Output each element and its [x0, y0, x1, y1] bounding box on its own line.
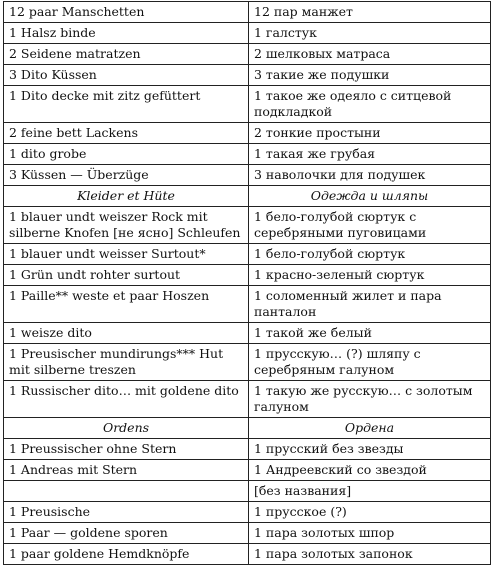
russian-cell: 1 такой же белый: [249, 323, 491, 344]
russian-cell: 1 прусский без звезды: [249, 439, 491, 460]
russian-cell: 1 Андреевский со звездой: [249, 460, 491, 481]
section-title-german: Kleider et Hüte: [4, 186, 249, 207]
russian-cell: [без названия]: [249, 481, 491, 502]
german-cell: 1 blauer undt weiszer Rock mit silberne Knofen [не ясно] Schleufen: [4, 207, 249, 244]
german-cell: 1 Russischer dito… mit goldene dito: [4, 381, 249, 418]
inventory-table-body: [4, 2, 491, 565]
german-cell: 1 Halsz binde: [4, 23, 249, 44]
section-header-row: [4, 418, 491, 439]
inventory-table: [3, 1, 491, 565]
table-row: [4, 502, 491, 523]
table-row: [4, 481, 491, 502]
russian-cell: 3 такие же подушки: [249, 65, 491, 86]
german-cell: 2 Seidene matratzen: [4, 44, 249, 65]
table-row: [4, 544, 491, 565]
german-cell: 1 blauer undt weisser Surtout*: [4, 244, 249, 265]
table-row: [4, 244, 491, 265]
german-cell: 3 Küssen — Überzüge: [4, 165, 249, 186]
table-row: [4, 144, 491, 165]
russian-cell: 1 такую же русскую… с золотым галуном: [249, 381, 491, 418]
russian-cell: 3 наволочки для подушек: [249, 165, 491, 186]
russian-cell: 2 тонкие простыни: [249, 123, 491, 144]
table-row: [4, 286, 491, 323]
russian-cell: 12 пар манжет: [249, 2, 491, 23]
german-cell: 1 Grün undt rohter surtout: [4, 265, 249, 286]
russian-cell: 1 бело-голубой сюртук с серебряными пуговицами: [249, 207, 491, 244]
russian-cell: 1 соломенный жилет и пара панталон: [249, 286, 491, 323]
table-row: [4, 65, 491, 86]
table-row: [4, 207, 491, 244]
russian-cell: 1 прусскую… (?) шляпу с серебряным галуном: [249, 344, 491, 381]
table-row: [4, 439, 491, 460]
german-cell: 1 Paar — goldene sporen: [4, 523, 249, 544]
russian-cell: 1 пара золотых шпор: [249, 523, 491, 544]
german-cell: [4, 481, 249, 502]
section-title-german: Ordens: [4, 418, 249, 439]
russian-cell: 1 красно-зеленый сюртук: [249, 265, 491, 286]
section-header-row: [4, 186, 491, 207]
table-row: [4, 344, 491, 381]
table-row: [4, 86, 491, 123]
german-cell: 1 Preusischer mundirungs*** Hut mit silberne treszen: [4, 344, 249, 381]
russian-cell: 1 прусское (?): [249, 502, 491, 523]
russian-cell: 2 шелковых матраса: [249, 44, 491, 65]
german-cell: 1 Preusische: [4, 502, 249, 523]
table-row: [4, 44, 491, 65]
german-cell: 1 Dito decke mit zitz gefüttert: [4, 86, 249, 123]
russian-cell: 1 такое же одеяло с ситцевой подкладкой: [249, 86, 491, 123]
russian-cell: 1 бело-голубой сюртук: [249, 244, 491, 265]
table-row: [4, 381, 491, 418]
section-title-russian: Одежда и шляпы: [249, 186, 491, 207]
russian-cell: 1 галстук: [249, 23, 491, 44]
table-row: [4, 23, 491, 44]
german-cell: 1 Andreas mit Stern: [4, 460, 249, 481]
german-cell: 1 Paille** weste et paar Hoszen: [4, 286, 249, 323]
section-title-russian: Ордена: [249, 418, 491, 439]
german-cell: 1 paar goldene Hemdknöpfe: [4, 544, 249, 565]
table-row: [4, 165, 491, 186]
german-cell: 3 Dito Küssen: [4, 65, 249, 86]
german-cell: 1 weisze dito: [4, 323, 249, 344]
russian-cell: 1 такая же грубая: [249, 144, 491, 165]
german-cell: 1 Preussischer ohne Stern: [4, 439, 249, 460]
german-cell: 2 feine bett Lackens: [4, 123, 249, 144]
german-cell: 1 dito grobe: [4, 144, 249, 165]
table-row: [4, 323, 491, 344]
russian-cell: 1 пара золотых запонок: [249, 544, 491, 565]
table-row: [4, 123, 491, 144]
german-cell: 12 paar Manschetten: [4, 2, 249, 23]
table-row: [4, 265, 491, 286]
table-row: [4, 523, 491, 544]
table-row: [4, 2, 491, 23]
table-row: [4, 460, 491, 481]
